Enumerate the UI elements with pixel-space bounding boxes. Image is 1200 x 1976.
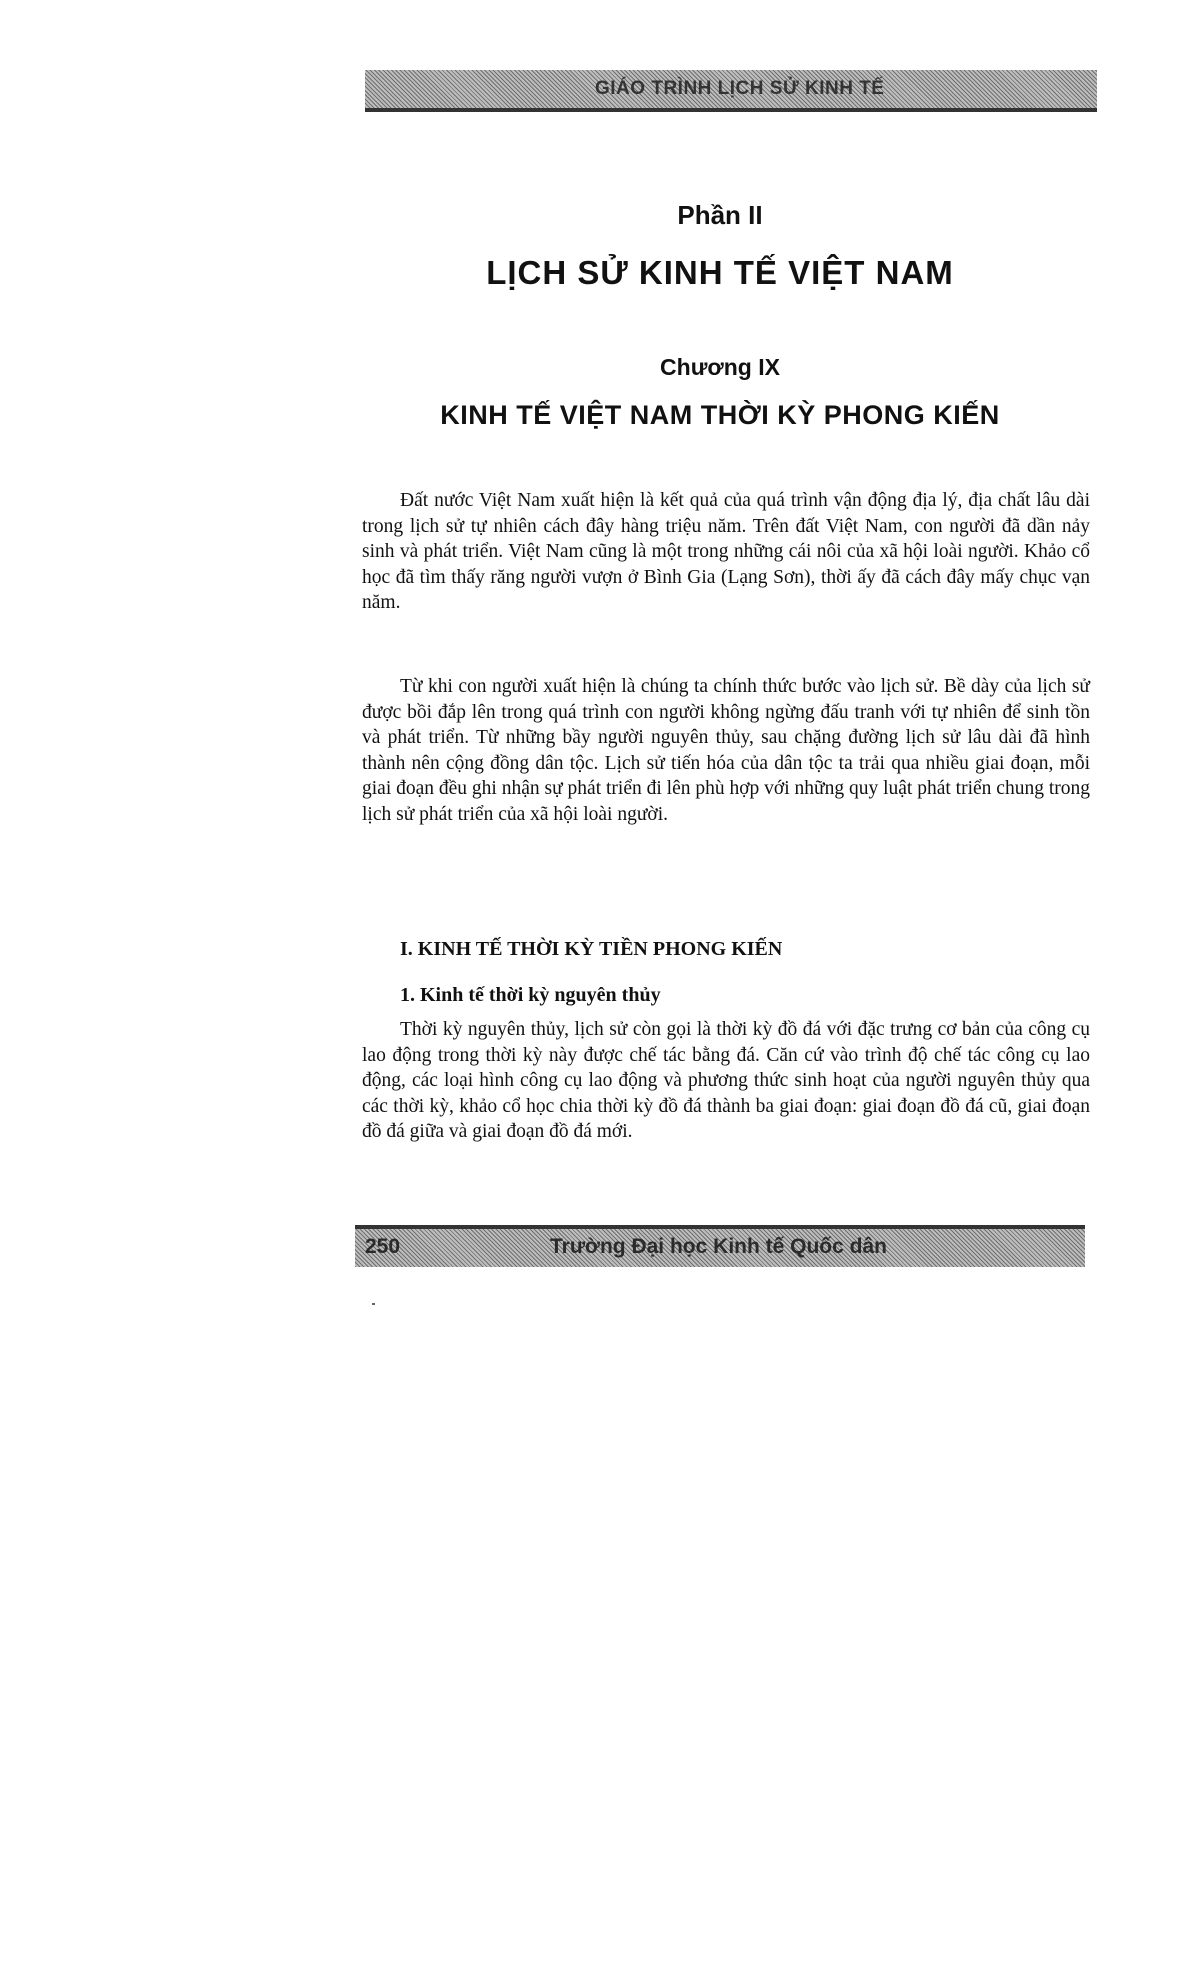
page-number: 250: [365, 1235, 401, 1258]
intro-paragraph-2: Từ khi con người xuất hiện là chúng ta chính thức bước vào lịch sử. Bề dày của lịch sử được bồi đắp lên trong quá trình con người không ngừng đấu tranh với tự nhiên để sinh tồn và phát triển. Từ những bầy người nguyên thủy, sau chặng đường lịch sử lâu dài đã hình thành nên cộng đồng dân tộc. Lịch sử tiến hóa của dân tộc ta trải qua nhiều giai đoạn, mỗi giai đoạn đều ghi nhận sự phát triển đi lên phù hợp với những quy luật phát triển chung trong lịch sử phát triển của xã hội loài người.: [362, 676, 1090, 825]
section-heading: I. KINH TẾ THỜI KỲ TIỀN PHONG KIẾN: [400, 938, 783, 960]
footer-institution: Trường Đại học Kinh tế Quốc dân: [550, 1235, 887, 1258]
subsection-heading: 1. Kinh tế thời kỳ nguyên thủy: [400, 984, 661, 1006]
running-header: [365, 70, 1097, 112]
running-footer: [355, 1225, 1085, 1267]
part-label: Phần II: [677, 200, 763, 230]
running-header-title: GIÁO TRÌNH LỊCH SỬ KINH TẾ: [595, 78, 885, 99]
body-paragraph: Thời kỳ nguyên thủy, lịch sử còn gọi là thời kỳ đồ đá với đặc trưng cơ bản của công cụ lao động trong thời kỳ này được chế tác bằng đá. Căn cứ vào trình độ chế tác công cụ lao động, các loại hình công cụ lao động và phương thức sinh hoạt của người nguyên thủy qua các thời kỳ, khảo cổ học chia thời kỳ đồ đá thành ba giai đoạn: giai đoạn đồ đá cũ, giai đoạn đồ đá giữa và giai đoạn đồ đá mới.: [362, 1019, 1090, 1142]
chapter-label: Chương IX: [660, 354, 780, 380]
chapter-title: KINH TẾ VIỆT NAM THỜI KỲ PHONG KIẾN: [440, 400, 1000, 430]
part-title: LỊCH SỬ KINH TẾ VIỆT NAM: [486, 254, 954, 291]
scan-speck: [372, 1303, 375, 1305]
intro-paragraph-1: Đất nước Việt Nam xuất hiện là kết quả của quá trình vận động địa lý, địa chất lâu dài trong lịch sử tự nhiên cách đây hàng triệu năm. Trên đất Việt Nam, con người đã dần nảy sinh và phát triển. Việt Nam cũng là một trong những cái nôi của xã hội loài người. Khảo cổ học đã tìm thấy răng người vượn ở Bình Gia (Lạng Sơn), thời ấy đã cách đây mấy chục vạn năm.: [362, 490, 1090, 613]
